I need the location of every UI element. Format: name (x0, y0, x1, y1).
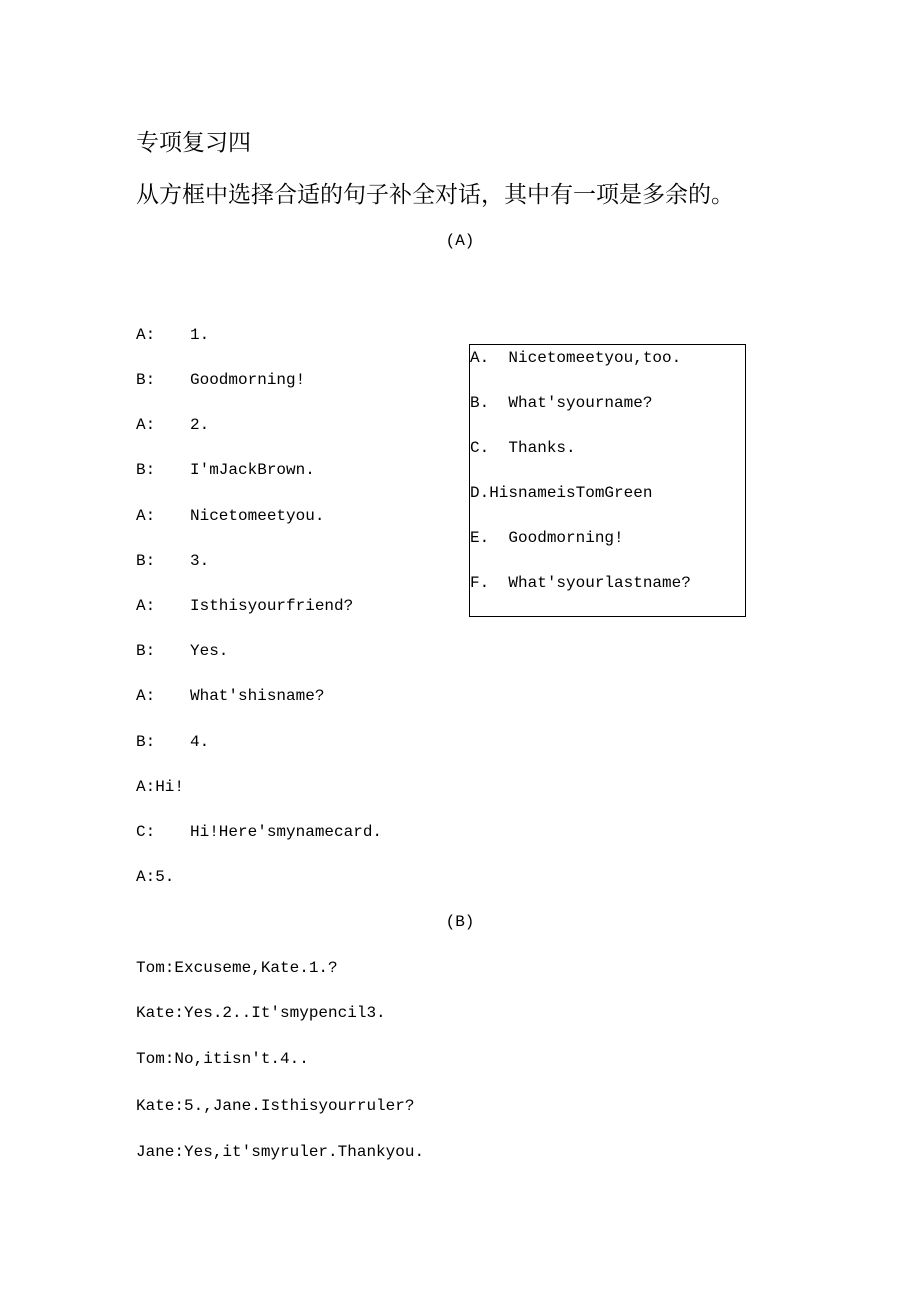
dialogue-line: Yes. (190, 642, 229, 660)
dialogue-line: Kate:5.,Jane.Isthisyourruler? (136, 1097, 415, 1115)
speaker-label: B: (136, 552, 156, 570)
speaker-label: A: (136, 507, 156, 525)
dialogue-line: Jane:Yes,it'smyruler.Thankyou. (136, 1143, 425, 1161)
dialogue-line: 1. (190, 326, 210, 344)
speaker-label: A: (136, 687, 156, 705)
options-box (469, 344, 746, 617)
dialogue-line: Goodmorning! (190, 371, 306, 389)
dialogue-line: Isthisyourfriend? (190, 597, 354, 615)
speaker-label: A: (136, 597, 156, 615)
dialogue-line: A:5. (136, 868, 175, 886)
dialogue-line: 3. (190, 552, 210, 570)
dialogue-line: I'mJackBrown. (190, 461, 315, 479)
section-b-label: (B) (445, 913, 475, 931)
page-title: 专项复习四 (136, 130, 251, 156)
section-a-label: (A) (445, 232, 475, 250)
dialogue-line: 4. (190, 733, 210, 751)
dialogue-line: Nicetomeetyou. (190, 507, 325, 525)
speaker-label: B: (136, 642, 156, 660)
option-a: A. Nicetomeetyou,too. (470, 349, 682, 367)
speaker-label: A: (136, 326, 156, 344)
dialogue-line: Kate:Yes.2..It'smypencil3. (136, 1004, 386, 1022)
dialogue-line: Tom:No,itisn't.4.. (136, 1050, 309, 1068)
dialogue-line: 2. (190, 416, 210, 434)
dialogue-line: Tom:Excuseme,Kate.1.? (136, 959, 338, 977)
speaker-label: B: (136, 461, 156, 479)
dialogue-line: Hi!Here'smynamecard. (190, 823, 383, 841)
option-d: D.HisnameisTomGreen (470, 484, 653, 502)
option-e: E. Goodmorning! (470, 529, 624, 547)
speaker-label: B: (136, 371, 156, 389)
speaker-label: C: (136, 823, 156, 841)
instruction: 从方框中选择合适的句子补全对话，其中有一项是多余的。 (136, 182, 734, 208)
speaker-label: B: (136, 733, 156, 751)
speaker-label: A: (136, 416, 156, 434)
option-f: F. What'syourlastname? (470, 574, 691, 592)
dialogue-line: A:Hi! (136, 778, 185, 796)
option-b: B. What'syourname? (470, 394, 653, 412)
dialogue-line: What'shisname? (190, 687, 325, 705)
option-c: C. Thanks. (470, 439, 576, 457)
